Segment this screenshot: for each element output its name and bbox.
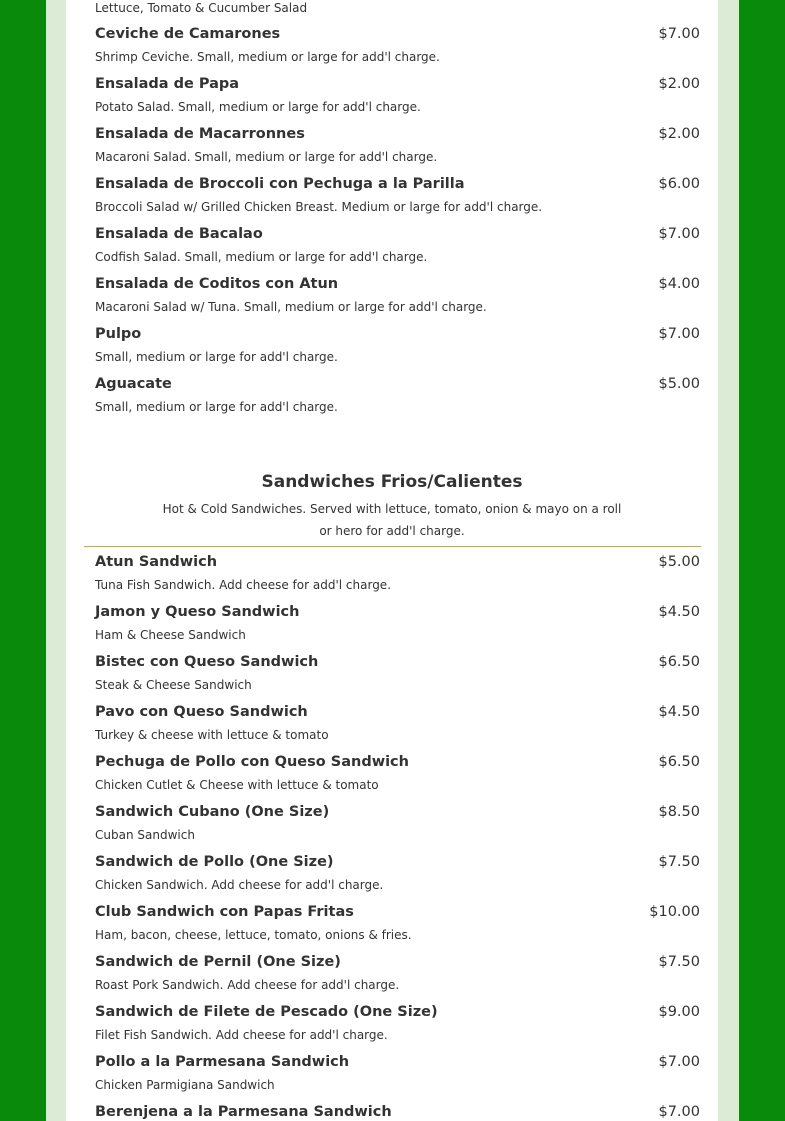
menu-item[interactable] [95, 954, 700, 1004]
menu-item[interactable] [95, 1054, 700, 1104]
menu-item-name: Pulpo [95, 326, 142, 342]
menu-item[interactable] [95, 804, 700, 854]
menu-item[interactable] [95, 904, 700, 954]
section-title: Sandwiches Frios/Calientes [261, 472, 523, 492]
menu-item[interactable] [95, 554, 700, 604]
menu-item-description: Macaroni Salad. Small, medium or large for add'l charge. [95, 150, 438, 164]
menu-item-description: Chicken Cutlet & Cheese with lettuce & tomato [95, 778, 379, 792]
menu-item-price: $7.00 [658, 226, 700, 242]
menu-item-price: $9.00 [658, 1004, 700, 1020]
menu-item-price: $4.00 [658, 276, 700, 292]
menu-item-name: Ensalada de Coditos con Atun [95, 276, 339, 292]
menu-item-price: $7.00 [658, 1104, 700, 1120]
menu-item-name: Jamon y Queso Sandwich [95, 604, 300, 620]
menu-item-price: $7.50 [658, 954, 700, 970]
menu-item-name: Sandwich Cubano (One Size) [95, 804, 330, 820]
menu-item-price: $5.00 [658, 376, 700, 392]
menu-item[interactable] [95, 226, 700, 276]
menu-item-description: Steak & Cheese Sandwich [95, 678, 252, 692]
menu-item[interactable] [95, 376, 700, 426]
menu-item-description: Shrimp Ceviche. Small, medium or large for add'l charge. [95, 50, 440, 64]
menu-item-description: Small, medium or large for add'l charge. [95, 400, 338, 414]
menu-item-description: Filet Fish Sandwich. Add cheese for add'l charge. [95, 1028, 388, 1042]
menu-item-price: $7.00 [658, 1054, 700, 1070]
menu-item-name: Ensalada de Macarronnes [95, 126, 305, 142]
menu-item[interactable] [95, 1104, 700, 1121]
menu-item[interactable] [95, 276, 700, 326]
menu-item[interactable] [95, 604, 700, 654]
menu-item-name: Ceviche de Camarones [95, 26, 281, 42]
menu-item-price: $2.00 [658, 76, 700, 92]
menu-item-price: $4.50 [658, 604, 700, 620]
menu-item-price: $7.00 [658, 26, 700, 42]
menu-item-price: $4.50 [658, 704, 700, 720]
menu-item-description: Chicken Sandwich. Add cheese for add'l charge. [95, 878, 384, 892]
menu-item-price: $6.50 [658, 754, 700, 770]
menu-item[interactable] [95, 176, 700, 226]
menu-item-name: Berenjena a la Parmesana Sandwich [95, 1104, 392, 1120]
menu-item[interactable] [95, 654, 700, 704]
menu-item-description: Turkey & cheese with lettuce & tomato [95, 728, 329, 742]
menu-item-price: $7.50 [658, 854, 700, 870]
menu-item-name: Sandwich de Filete de Pescado (One Size) [95, 1004, 438, 1020]
menu-item[interactable] [95, 704, 700, 754]
menu-item-description: Potato Salad. Small, medium or large for add'l charge. [95, 100, 421, 114]
menu-item-price: $2.00 [658, 126, 700, 142]
menu-item-description: Tuna Fish Sandwich. Add cheese for add'l charge. [95, 578, 392, 592]
section-description: Hot & Cold Sandwiches. Served with lettuce, tomato, onion & mayo on a roll or hero for add'l charge. [162, 502, 622, 538]
menu-item-description: Macaroni Salad w/ Tuna. Small, medium or large for add'l charge. [95, 300, 487, 314]
menu-item-price: $6.00 [658, 176, 700, 192]
menu-item-name: Sandwich de Pollo (One Size) [95, 854, 334, 870]
menu-item[interactable] [95, 1004, 700, 1054]
menu-item-description: Cuban Sandwich [95, 828, 195, 842]
menu-item-name: Pavo con Queso Sandwich [95, 704, 308, 720]
menu-item-description: Small, medium or large for add'l charge. [95, 350, 338, 364]
menu-item-description: Codfish Salad. Small, medium or large for add'l charge. [95, 250, 428, 264]
menu-item-name: Sandwich de Pernil (One Size) [95, 954, 341, 970]
menu-item-name: Bistec con Queso Sandwich [95, 654, 319, 670]
menu-item-name: Pechuga de Pollo con Queso Sandwich [95, 754, 409, 770]
menu-item-description: Chicken Parmigiana Sandwich [95, 1078, 275, 1092]
menu-item-name: Aguacate [95, 376, 172, 392]
menu-item-description: Roast Pork Sandwich. Add cheese for add'l charge. [95, 978, 400, 992]
menu-item-description: Ham & Cheese Sandwich [95, 628, 246, 642]
menu-item-price: $7.00 [658, 326, 700, 342]
menu-item[interactable] [95, 76, 700, 126]
menu-item-name: Ensalada de Papa [95, 76, 240, 92]
menu-item[interactable] [95, 754, 700, 804]
menu-page [66, 0, 718, 1121]
menu-item-name: Club Sandwich con Papas Fritas [95, 904, 354, 920]
menu-item[interactable] [95, 854, 700, 904]
menu-item[interactable] [95, 26, 700, 76]
section-divider [84, 546, 701, 547]
menu-item-description: Broccoli Salad w/ Grilled Chicken Breast. Medium or large for add'l charge. [95, 200, 543, 214]
menu-item-description: Lettuce, Tomato & Cucumber Salad [95, 1, 308, 15]
menu-item-price: $10.00 [649, 904, 700, 920]
menu-item-name: Ensalada de Bacalao [95, 226, 263, 242]
menu-item-name: Atun Sandwich [95, 554, 218, 570]
menu-item-name: Pollo a la Parmesana Sandwich [95, 1054, 350, 1070]
menu-item[interactable] [95, 126, 700, 176]
menu-item[interactable] [95, 326, 700, 376]
menu-item-price: $8.50 [658, 804, 700, 820]
menu-item-price: $6.50 [658, 654, 700, 670]
menu-item-name: Ensalada de Broccoli con Pechuga a la Parilla [95, 176, 465, 192]
menu-item-price: $5.00 [658, 554, 700, 570]
menu-item-description: Ham, bacon, cheese, lettuce, tomato, onions & fries. [95, 928, 412, 942]
